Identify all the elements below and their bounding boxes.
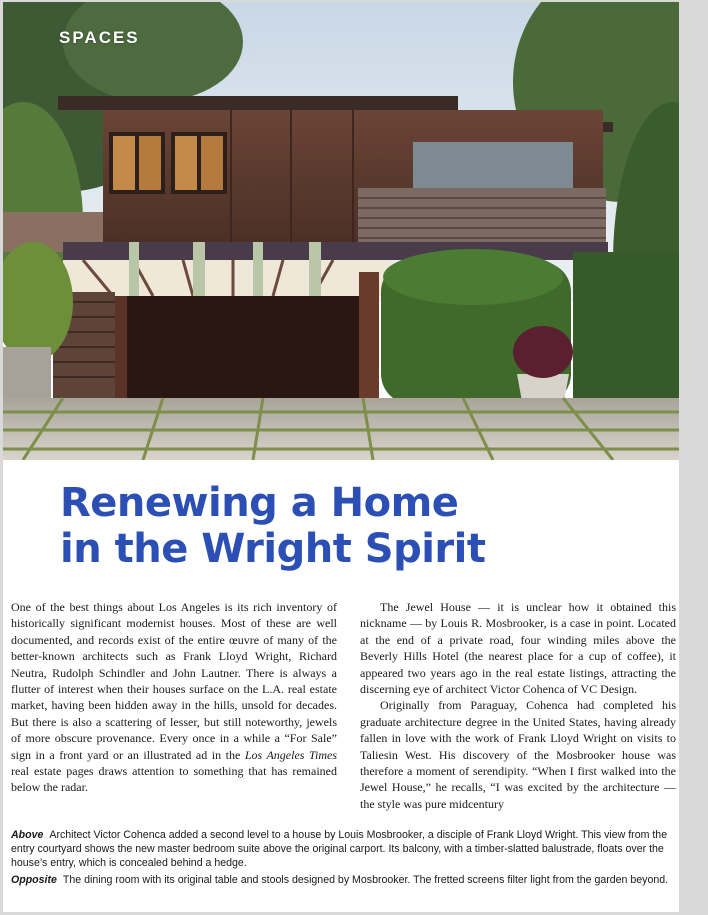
- article-headline: [60, 480, 580, 572]
- caption-label: Opposite: [11, 874, 57, 886]
- caption-opposite: [11, 873, 673, 887]
- headline-line-1: Renewing a Home: [60, 480, 459, 526]
- article-paragraph: The Jewel House — it is unclear how it obtained this nickname — by Louis R. Mosbrooker, is a case in point. Located at the end of a private road, four winding miles above the Beverly Hills Hotel (the nearest place for a cup of coffee), it appeared two years ago in the real estate listings, attracting the discerning eye of architect Victor Cohenca of VC Design.: [360, 600, 676, 697]
- photo-captions: [11, 828, 673, 890]
- article-paragraph: One of the best things about Los Angeles is its rich inventory of historically significant modernist houses. Most of these are well documented, and records exist of the entire œuvre of many of the better-known architects such as Frank Lloyd Wright, Richard Neutra, Rudolph Schindler and John Lautner. There is always a flutter of interest when their houses surface on the L.A. real estate market, having been hidden away in the hills, unsold for decades. But there is also a scattering of lesser, but still noteworthy, jewels of more obscure provenance. Every once in a while a “For Sale” sign in a front yard or an illustrated ad in the Los Angeles Times real estate pages draws attention to something that has remained below the radar.: [11, 600, 337, 795]
- magazine-page: [3, 2, 679, 912]
- article-column-2: [360, 599, 676, 812]
- caption-text: Architect Victor Cohenca added a second level to a house by Louis Mosbrooker, a disciple of Frank Lloyd Wright. This view from the entry courtyard shows the new master bedroom suite above the original carport. Its balcony, with a timber-slatted balustrade, floats over the house’s entry, which is concealed behind a hedge.: [11, 829, 668, 869]
- headline-line-2: in the Wright Spirit: [60, 526, 486, 572]
- caption-label: Above: [11, 829, 44, 841]
- caption-text: The dining room with its original table and stools designed by Mosbrooker. The fretted screens filter light from the garden beyond.: [62, 874, 669, 886]
- section-label: SPACES: [59, 28, 140, 47]
- article-column-1: [11, 599, 337, 796]
- caption-above: [11, 828, 673, 870]
- house-photo: [3, 2, 679, 460]
- article-paragraph: Originally from Paraguay, Cohenca had completed his graduate architecture degree in the United States, having already fallen in love with the work of Frank Lloyd Wright on visits to Taliesin West. His discovery of the Mosbrooker house was therefore a moment of serendipity. “When I first walked into the Jewel House,” he recalls, “I was excited by the architecture — the style was pure midcentury: [360, 698, 676, 811]
- publication-name: Los Angeles Times: [244, 747, 337, 762]
